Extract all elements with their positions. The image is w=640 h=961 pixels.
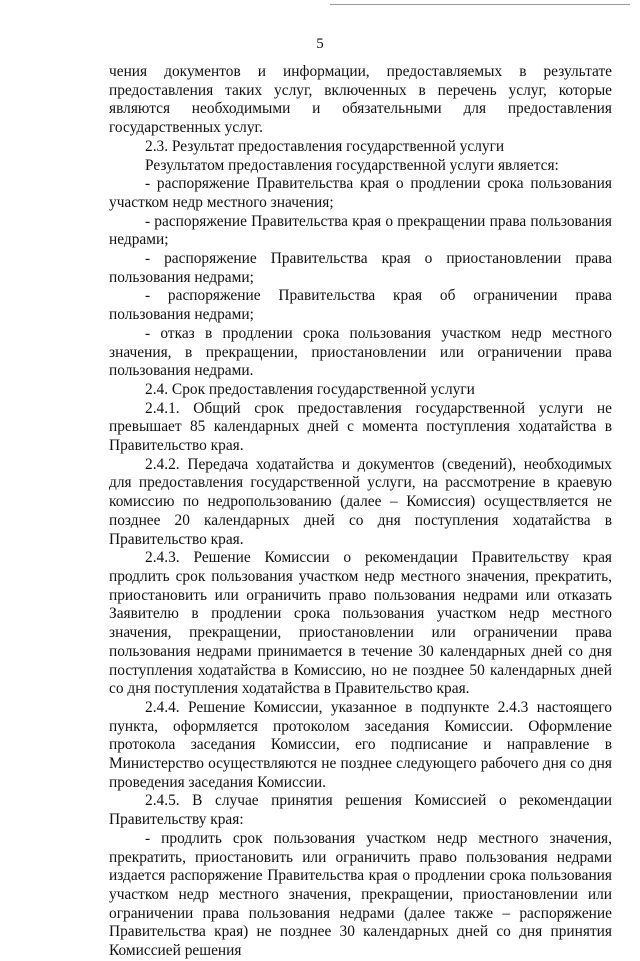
scan-edge-line [330,4,630,5]
document-body [109,63,612,961]
paragraph-2-4-4: 2.4.4. Решение Комиссии, указанное в подпункте 2.4.3 настоящего пункта, оформляется протоколом заседания Комиссии. Оформление протокола заседания Комиссии, его подписание и направление в Министерство осуществляются не позднее следующего рабочего дня со дня проведения заседания Комиссии. [109,698,612,791]
list-item-restriction: - распоряжение Правительства края об ограничении права пользования недрами; [109,287,612,324]
list-item-extension: - распоряжение Правительства края о продлении срока пользования участком недр местного значения; [109,175,612,211]
paragraph-2-4-1: 2.4.1. Общий срок предоставления государственной услуги не превышает 85 календарных дней с момента поступления ходатайства в Правительство края. [109,399,612,455]
paragraph-continuation: чения документов и информации, предоставляемых в результате предоставления таких услуг, включенных в перечень услуг, которые являются необходимыми и обязательными для предоставления государственных услуг. [109,63,612,137]
section-heading-2-3: 2.3. Результат предоставления государственной услуги [145,137,505,155]
page-number: 5 [316,36,324,52]
paragraph-result-intro: Результатом предоставления государственной услуги является: [145,156,559,174]
paragraph-2-4-2: 2.4.2. Передача ходатайства и документов (сведений), необходимых для предоставления государственной услуги, на рассмотрение в краевую комиссию по недропользованию (далее – Комиссия) осуществляется не позднее 20 календарных дней со дня поступления ходатайства в Правительство края. [109,455,612,548]
paragraph-2-4-5: 2.4.5. В случае принятия решения Комиссией о рекомендации Правительству края: [109,792,612,829]
section-heading-2-4: 2.4. Срок предоставления государственной услуги [145,380,475,398]
list-item-suspension: - распоряжение Правительства края о приостановлении права пользования недрами; [109,250,612,286]
list-item-refusal: - отказ в продлении срока пользования участком недр местного значения, в прекращении, приостановлении или ограничении права пользования недрами. [109,324,612,380]
paragraph-2-4-3: 2.4.3. Решение Комиссии о рекомендации Правительству края продлить срок пользования участком недр местного значения, прекратить, приостановить или ограничить право пользования недрами или отказать Заявителю в продлении срока пользования участком недр местного значения, прекращении, приостановлении или ограничении права пользования недрами принимается в течение 30 календарных дней со дня поступления ходатайства в Комиссию, но не позднее 50 календарных дней со дня поступления ходатайства в Правительство края. [109,549,612,698]
list-item-termination: - распоряжение Правительства края о прекращении права пользования недрами; [109,212,612,249]
list-item-decision: - продлить срок пользования участком недр местного значения, прекратить, приостановить или ограничить право пользования недрами издается распоряжение Правительства края о продлении срока пользования участком недр местного значения, прекращении, приостановлении или ограничении права пользования недрами (далее также – распоряжение Правительства края) не позднее 30 календарных дней со дня принятия Комиссией решения [109,829,612,960]
